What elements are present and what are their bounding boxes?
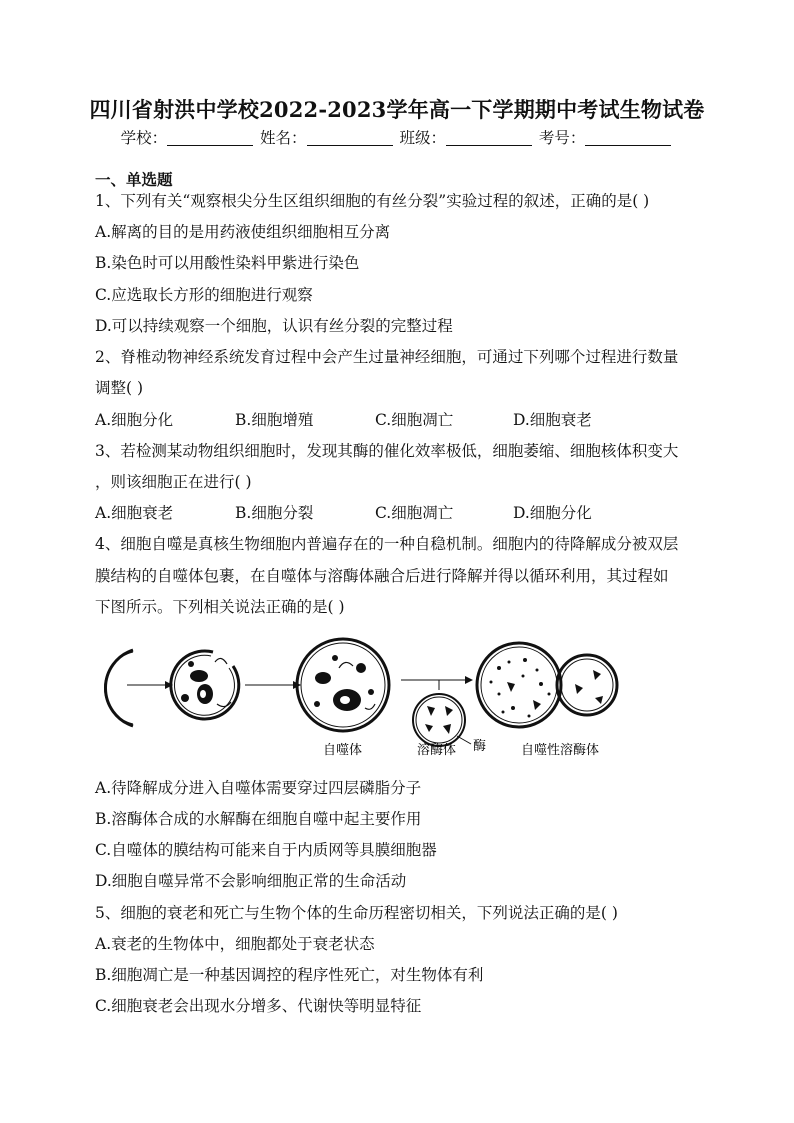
- q4-option-a: A.待降解成分进入自噬体需要穿过四层磷脂分子: [95, 779, 422, 797]
- label-enzyme: 酶: [473, 739, 487, 754]
- q4-stem-line1: 4、细胞自噬是真核生物细胞内普遍存在的一种自稳机制。细胞内的待降解成分被双层: [95, 535, 679, 553]
- q2-option-b: B.细胞增殖: [235, 411, 314, 429]
- q3-option-a: A.细胞衰老: [95, 504, 174, 522]
- q4-option-d: D.细胞自噬异常不会影响细胞正常的生命活动: [95, 872, 407, 890]
- class-blank[interactable]: [446, 131, 532, 146]
- name-label: 姓名：: [260, 129, 307, 147]
- class-label: 班级：: [399, 129, 446, 147]
- q5-stem: 5、细胞的衰老和死亡与生物个体的生命历程密切相关，下列说法正确的是( ): [95, 904, 618, 922]
- q4-option-c: C.自噬体的膜结构可能来自于内质网等具膜细胞器: [95, 841, 437, 859]
- label-autophagosome: 自噬体: [323, 743, 363, 758]
- name-blank[interactable]: [307, 131, 393, 146]
- q1-option-d: D.可以持续观察一个细胞，认识有丝分裂的完整过程: [95, 317, 453, 335]
- q5-option-c: C.细胞衰老会出现水分增多、代谢快等明显特征: [95, 997, 422, 1015]
- q3-options: [95, 501, 592, 523]
- q5-option-b: B.细胞凋亡是一种基因调控的程序性死亡，对生物体有利: [95, 966, 484, 984]
- q3-option-d: D.细胞分化: [513, 504, 592, 522]
- label-autolysosome: 自噬性溶酶体: [521, 743, 600, 758]
- q4-option-b: B.溶酶体合成的水解酶在细胞自噬中起主要作用: [95, 810, 422, 828]
- q2-option-a: A.细胞分化: [95, 411, 174, 429]
- q3-option-c: C.细胞凋亡: [375, 504, 454, 522]
- q3-option-b: B.细胞分裂: [235, 504, 314, 522]
- number-blank[interactable]: [585, 131, 671, 146]
- q1-option-b: B.染色时可以用酸性染料甲紫进行染色: [95, 254, 360, 272]
- q3-stem-line1: 3、若检测某动物组织细胞时，发现其酶的催化效率极低，细胞萎缩、细胞核体积变大: [95, 442, 679, 460]
- q2-stem-line2: 调整( ): [95, 379, 144, 397]
- school-label: 学校：: [120, 129, 168, 147]
- q4-stem-line2: 膜结构的自噬体包裹，在自噬体与溶酶体融合后进行降解并得以循环利用，其过程如: [95, 567, 669, 585]
- q5-option-a: A.衰老的生物体中，细胞都处于衰老状态: [95, 935, 375, 953]
- q1-option-c: C.应选取长方形的细胞进行观察: [95, 286, 313, 304]
- q1-option-a: A.解离的目的是用药液使组织细胞相互分离: [95, 223, 391, 241]
- q4-stem-line3: 下图所示。下列相关说法正确的是( ): [95, 598, 345, 616]
- q2-options: [95, 408, 592, 430]
- school-blank[interactable]: [167, 131, 253, 146]
- q2-option-d: D.细胞衰老: [513, 411, 592, 429]
- q1-stem: 1、下列有关“观察根尖分生区组织细胞的有丝分裂”实验过程的叙述，正确的是( ): [95, 192, 650, 210]
- label-lysosome: 溶酶体: [417, 743, 457, 758]
- page-title: 四川省射洪中学校2022-2023学年高一下学期期中考试生物试卷: [89, 97, 705, 122]
- q2-stem-line1: 2、脊椎动物神经系统发育过程中会产生过量神经细胞，可通过下列哪个过程进行数量: [95, 348, 679, 366]
- student-info-line: [0, 126, 794, 148]
- number-label: 考号：: [538, 129, 586, 147]
- q3-stem-line2: ，则该细胞正在进行( ): [95, 473, 252, 491]
- autophagy-diagram: [95, 628, 715, 760]
- section-heading: 一、单选题: [95, 170, 173, 189]
- q2-option-c: C.细胞凋亡: [375, 411, 454, 429]
